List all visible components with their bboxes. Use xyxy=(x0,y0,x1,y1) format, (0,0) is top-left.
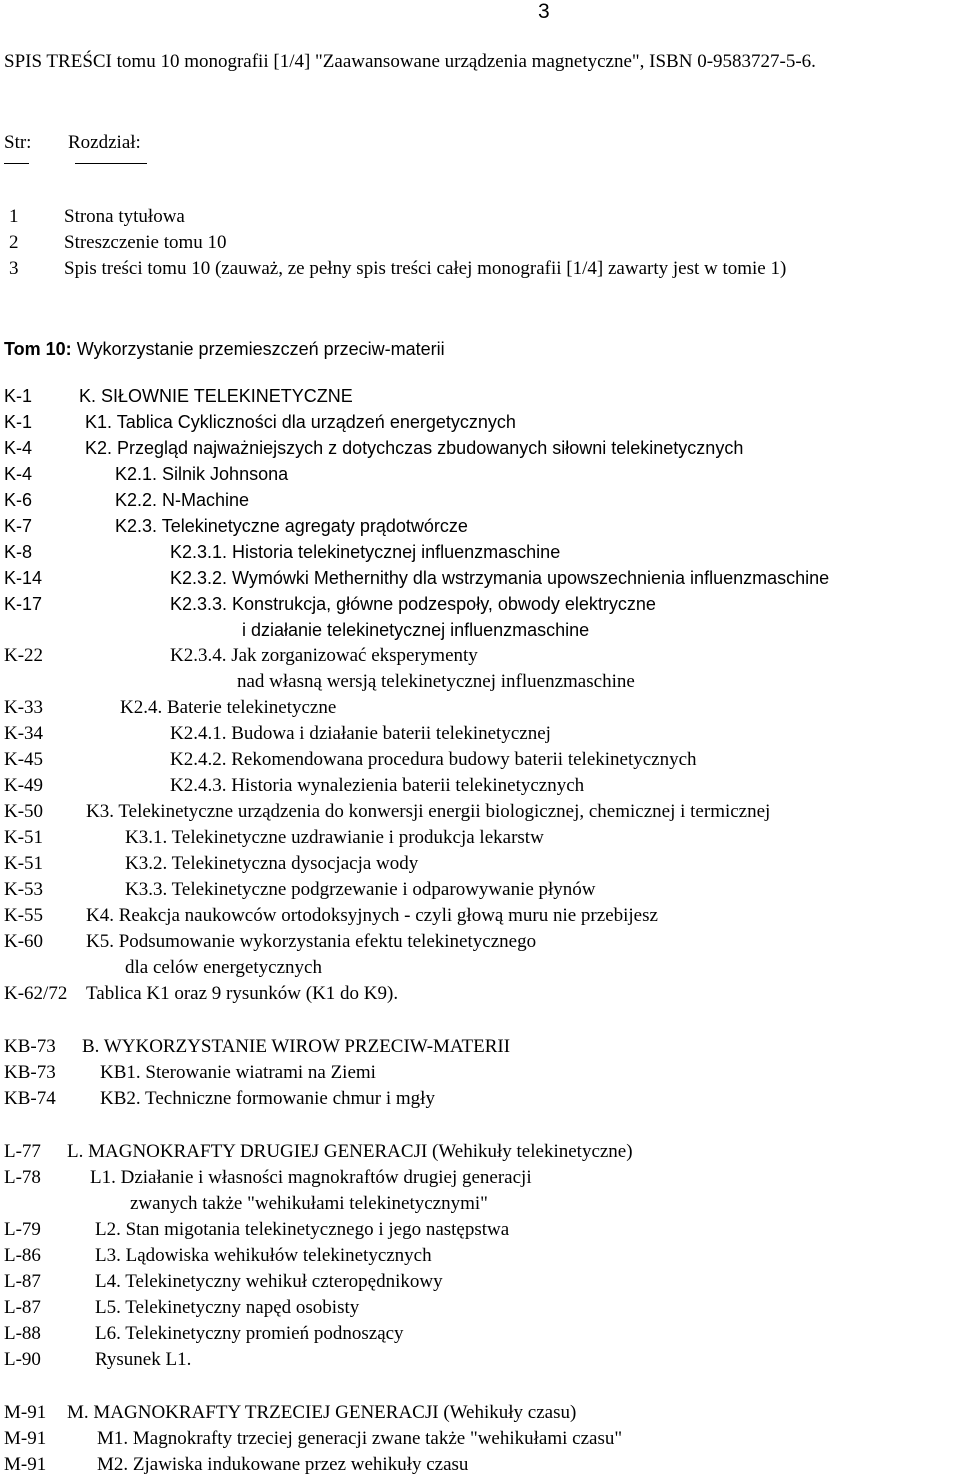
toc-entry-title: K3.2. Telekinetyczna dysocjacja wody xyxy=(125,853,419,874)
toc-page-ref: K-1 xyxy=(4,386,33,406)
toc-page-ref: L-77 xyxy=(4,1141,41,1162)
toc-entry-title: K2.2. N-Machine xyxy=(115,490,250,510)
volume-heading xyxy=(4,338,445,360)
toc-entry-title: K2.3.4. Jak zorganizować eksperymenty xyxy=(170,645,478,666)
header-underline-page xyxy=(4,163,29,164)
toc-page-ref: K-55 xyxy=(4,905,44,926)
toc-page-ref: K-51 xyxy=(4,853,44,874)
toc-page-ref: K-6 xyxy=(4,490,33,510)
toc-entry-title: L3. Lądowiska wehikułów telekinetycznych xyxy=(95,1245,432,1266)
toc-entry-title: K2.4.1. Budowa i działanie baterii telekinetycznej xyxy=(170,723,551,744)
toc-entry-title: L5. Telekinetyczny napęd osobisty xyxy=(95,1297,360,1318)
toc-page-ref: K-17 xyxy=(4,594,43,614)
toc-entry-title: M2. Zjawiska indukowane przez wehikuły czasu xyxy=(97,1454,469,1475)
front-page-text: Spis treści tomu 10 (zauważ, ze pełny spis treści całej monografii [1/4] zawarty jest w tomie 1) xyxy=(64,258,787,279)
toc-entry-title: i działanie telekinetycznej influenzmaschine xyxy=(242,620,590,640)
toc-page-ref: K-22 xyxy=(4,645,44,666)
toc-entry-title: B. WYKORZYSTANIE WIROW PRZECIW-MATERII xyxy=(82,1036,511,1057)
toc-page-ref: K-4 xyxy=(4,464,33,484)
toc-entry-title: Tablica K1 oraz 9 rysunków (K1 do K9). xyxy=(86,983,399,1004)
document-title: SPIS TREŚCI tomu 10 monografii [1/4] "Zaawansowane urządzenia magnetyczne", ISBN 0-9583727-5-6. xyxy=(4,51,816,72)
toc-entry-title: M. MAGNOKRAFTY TRZECIEJ GENERACJI (Wehikuły czasu) xyxy=(67,1402,577,1423)
toc-page-ref: K-60 xyxy=(4,931,44,952)
toc-entry-title: K2.4. Baterie telekinetyczne xyxy=(120,697,337,718)
toc-entry-title: M1. Magnokrafty trzeciej generacji zwane także "wehikułami czasu" xyxy=(97,1428,623,1449)
toc-entry-title: K2.3.3. Konstrukcja, główne podzespoły, obwody elektryczne xyxy=(170,594,656,614)
toc-entry-title: zwanych także "wehikułami telekinetycznymi" xyxy=(130,1193,488,1214)
toc-entry-title: dla celów energetycznych xyxy=(125,957,322,978)
toc-entry-title: K2.1. Silnik Johnsona xyxy=(115,464,289,484)
toc-entry-title: L. MAGNOKRAFTY DRUGIEJ GENERACJI (Wehikuły telekinetyczne) xyxy=(67,1141,633,1162)
toc-entry-title: L1. Działanie i własności magnokraftów drugiej generacji xyxy=(90,1167,532,1188)
toc-page-ref: L-79 xyxy=(4,1219,41,1240)
header-underline-chapter xyxy=(75,163,147,164)
volume-label: Tom 10: xyxy=(4,339,72,359)
toc-page-ref: K-8 xyxy=(4,542,33,562)
toc-page-ref: KB-73 xyxy=(4,1062,56,1083)
front-page-text: Strona tytułowa xyxy=(64,206,185,227)
toc-entry-title: K5. Podsumowanie wykorzystania efektu telekinetycznego xyxy=(86,931,537,952)
toc-entry-title: KB1. Sterowanie wiatrami na Ziemi xyxy=(100,1062,376,1083)
toc-entry-title: K3.3. Telekinetyczne podgrzewanie i odparowywanie płynów xyxy=(125,879,596,900)
front-page-text: Streszczenie tomu 10 xyxy=(64,232,227,253)
toc-page-ref: K-53 xyxy=(4,879,44,900)
toc-entry-title: L2. Stan migotania telekinetycznego i jego następstwa xyxy=(95,1219,510,1240)
toc-page-ref: K-45 xyxy=(4,749,44,770)
header-chapter-column: Rozdział: xyxy=(68,132,141,153)
toc-page-ref: K-7 xyxy=(4,516,33,536)
toc-entry-title: K2.4.3. Historia wynalezienia baterii telekinetycznych xyxy=(170,775,585,796)
toc-page-ref: L-87 xyxy=(4,1271,41,1292)
toc-page-ref: M-91 xyxy=(4,1454,47,1475)
toc-page-ref: L-86 xyxy=(4,1245,41,1266)
toc-entry-title: K2. Przegląd najważniejszych z dotychczas zbudowanych siłowni telekinetycznych xyxy=(85,438,744,458)
toc-entry-title: nad własną wersją telekinetycznej influenzmaschine xyxy=(237,671,635,692)
toc-page-ref: M-91 xyxy=(4,1402,47,1423)
toc-entry-title: K2.4.2. Rekomendowana procedura budowy baterii telekinetycznych xyxy=(170,749,697,770)
toc-page-ref: K-62/72 xyxy=(4,983,68,1004)
toc-entry-title: KB2. Techniczne formowanie chmur i mgły xyxy=(100,1088,435,1109)
toc-page-ref: L-90 xyxy=(4,1349,41,1370)
toc-page-ref: K-4 xyxy=(4,438,33,458)
volume-title: Wykorzystanie przemieszczeń przeciw-materii xyxy=(71,339,445,359)
toc-page-ref: K-51 xyxy=(4,827,44,848)
toc-entry-title: L6. Telekinetyczny promień podnoszący xyxy=(95,1323,404,1344)
toc-page-ref: L-78 xyxy=(4,1167,41,1188)
toc-page-ref: M-91 xyxy=(4,1428,47,1449)
toc-page-ref: L-87 xyxy=(4,1297,41,1318)
toc-page-ref: K-34 xyxy=(4,723,44,744)
front-page-num: 2 xyxy=(9,232,19,253)
toc-page-ref: K-14 xyxy=(4,568,43,588)
toc-page-ref: L-88 xyxy=(4,1323,41,1344)
page-number: 3 xyxy=(538,0,550,23)
toc-entry-title: K2.3. Telekinetyczne agregaty prądotwórcze xyxy=(115,516,468,536)
toc-page-ref: K-33 xyxy=(4,697,44,718)
front-page-num: 3 xyxy=(9,258,19,279)
toc-entry-title: K2.3.1. Historia telekinetycznej influenzmaschine xyxy=(170,542,561,562)
toc-entry-title: Rysunek L1. xyxy=(95,1349,192,1370)
toc-entry-title: K3.1. Telekinetyczne uzdrawianie i produkcja lekarstw xyxy=(125,827,544,848)
toc-entry-title: K1. Tablica Cykliczności dla urządzeń energetycznych xyxy=(85,412,516,432)
toc-entry-title: K. SIŁOWNIE TELEKINETYCZNE xyxy=(79,386,353,406)
toc-page-ref: K-49 xyxy=(4,775,44,796)
toc-entry-title: K2.3.2. Wymówki Methernithy dla wstrzymania upowszechnienia influenzmaschine xyxy=(170,568,830,588)
toc-page-ref: K-50 xyxy=(4,801,44,822)
toc-page-ref: KB-73 xyxy=(4,1036,56,1057)
toc-entry-title: K3. Telekinetyczne urządzenia do konwersji energii biologicznej, chemicznej i termicznej xyxy=(86,801,771,822)
toc-page-ref: K-1 xyxy=(4,412,33,432)
header-page-column: Str: xyxy=(4,132,32,153)
toc-page-ref: KB-74 xyxy=(4,1088,56,1109)
toc-entry-title: K4. Reakcja naukowców ortodoksyjnych - czyli głową muru nie przebijesz xyxy=(86,905,658,926)
toc-entry-title: L4. Telekinetyczny wehikuł czteropędnikowy xyxy=(95,1271,443,1292)
front-page-num: 1 xyxy=(9,206,19,227)
